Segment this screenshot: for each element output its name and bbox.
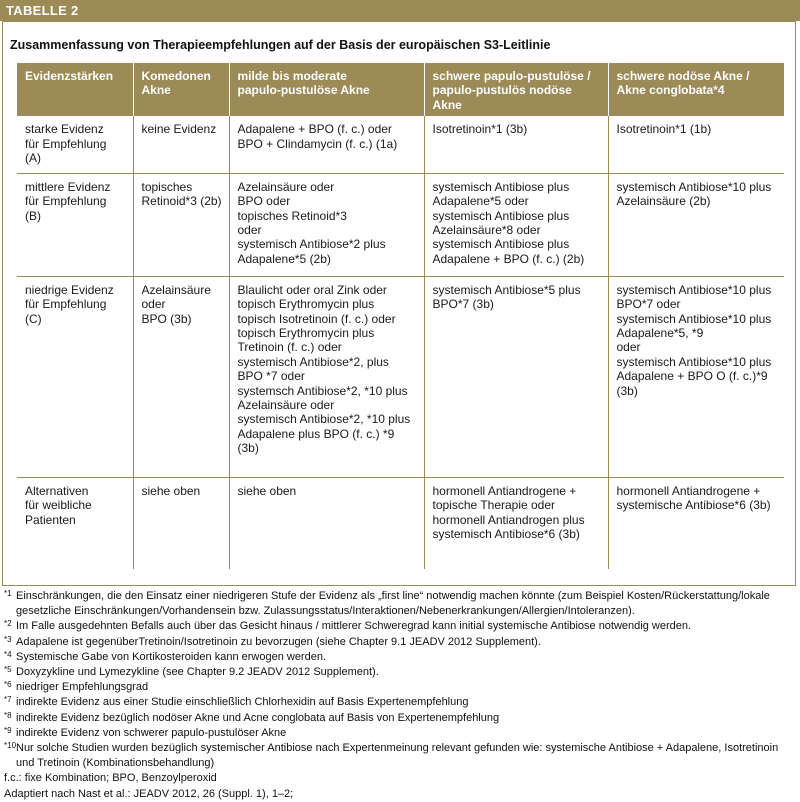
table-cell: systemisch Antibiose*10 plus Azelainsäure (2b) <box>608 173 784 276</box>
table-header-row <box>17 63 784 116</box>
footnote-text: indirekte Evidenz bezüglich nodöser Akne und Acne conglobata auf Basis von Expertenempfehlung <box>16 711 500 724</box>
footnote-text: Systemische Gabe von Kortikosteroiden kann erwogen werden. <box>16 650 327 663</box>
table-cell: starke Evidenz für Empfehlung (A) <box>17 116 133 173</box>
column-header: milde bis moderate papulo-pustulöse Akne <box>229 63 424 116</box>
footnote <box>4 741 796 771</box>
footnote <box>4 695 796 710</box>
footnote-marker: *10 <box>4 741 17 751</box>
footnote-text: Im Falle ausgedehnten Befalls auch über das Gesicht hinaus / mittlerer Schweregrad kann initial systemische Antibiose notwendig werden. <box>16 620 692 633</box>
column-header: Komedonen Akne <box>133 63 229 116</box>
footnote <box>4 635 796 650</box>
footnotes <box>4 589 796 802</box>
footnote <box>4 726 796 741</box>
table-row <box>17 173 784 276</box>
footnote-text: Doxyzykline und Lymezykline (see Chapter 9.2 JEADV 2012 Supplement). <box>16 666 379 679</box>
table-cell: siehe oben <box>229 477 424 569</box>
footnote <box>4 650 796 665</box>
table-cell: hormonell Antiandrogene + systemische Antibiose*6 (3b) <box>616 483 771 513</box>
footnote-marker: *8 <box>4 710 12 720</box>
table-cell: systemisch Antibiose*10 plus BPO*7 oder systemisch Antibiose*10 plus Adapalene*5, *9 oder systemisch Antibiose*10 plus Adapalene + BPO O (f. c.)*9 (3b) <box>608 276 784 477</box>
abbreviations-note: f.c.: fixe Kombination; BPO, Benzoylperoxid <box>4 772 217 785</box>
footnote-marker: *9 <box>4 725 12 735</box>
table-cell: Isotretinoin*1 (1b) <box>608 116 784 173</box>
table-header-band <box>0 0 800 21</box>
table-cell: Azelainsäure oder BPO (3b) <box>133 276 229 477</box>
footnote-text: Einschränkungen, die den Einsatz einer niedrigeren Stufe der Evidenz als „first line“ notwendig machen könnte (zum Beispiel Kosten/Rückerstattung/lokale gesetzliche Einschränkungen/Vorhandensein bzw. Zulassungsstatus/Interaktionen/Nebenerkrankungen/Allergien/Intoleranzen). <box>16 590 770 618</box>
footnote-text: Adapalene ist gegenüberTretinoin/Isotretinoin zu bevorzugen (siehe Chapter 9.1 JEADV 2012 Supplement). <box>16 635 541 648</box>
footnote-marker: *6 <box>4 680 12 690</box>
table-row <box>17 477 784 569</box>
footnote-text: niedriger Empfehlungsgrad <box>16 681 149 694</box>
footnote <box>4 589 796 619</box>
footnote <box>4 680 796 695</box>
table-cell: mittlere Evidenz für Empfehlung (B) <box>17 173 133 276</box>
table-cell: Blaulicht oder oral Zink oder topisch Erythromycin plus topisch Isotretinoin (f. c.) oder topisch Erythromycin plus Tretinoin (f. c.) oder systemisch Antibiose*2, plus BPO *7 oder systemsch Antibiose*2, *10 plus Azelainsäure oder systemisch Antibiose*2, *10 plus Adapalene plus BPO (f. c.) *9 (3b) <box>229 276 424 477</box>
footnote-text: Nur solche Studien wurden bezüglich systemischer Antibiose nach Expertenmeinung relevant gefunden wie: systemische Antibiose + Adapalene, Isotretinoin und Tretinoin (Kombinationsbehandlung) <box>16 742 779 770</box>
footnote-text: indirekte Evidenz aus einer Studie einschließlich Chlorhexidin auf Basis Expertenempfehlung <box>16 696 469 709</box>
column-header: schwere papulo-pustulöse / papulo-pustulös nodöse Akne <box>424 63 608 116</box>
footnote-marker: *4 <box>4 649 12 659</box>
footnote <box>4 619 796 634</box>
table-cell: systemisch Antibiose*5 plus BPO*7 (3b) <box>424 276 608 477</box>
footnote <box>4 665 796 680</box>
table-cell: topisches Retinoid*3 (2b) <box>133 173 229 276</box>
table-row <box>17 116 784 173</box>
table-caption: Zusammenfassung von Therapieempfehlungen auf der Basis der europäischen S3-Leitlinie <box>10 38 551 52</box>
recommendation-table <box>17 63 784 569</box>
table-row <box>17 276 784 477</box>
table-cell: Adapalene + BPO (f. c.) oder BPO + Clindamycin (f. c.) (1a) <box>229 116 424 173</box>
source-note: Adaptiert nach Nast et al.: JEADV 2012, 26 (Suppl. 1), 1–2; <box>4 787 294 800</box>
table-cell: keine Evidenz <box>133 116 229 173</box>
footnote-marker: *1 <box>4 589 12 598</box>
table-cell: siehe oben <box>133 477 229 569</box>
table-cell: Azelainsäure oder BPO oder topisches Retinoid*3 oder systemisch Antibiose*2 plus Adapalene*5 (2b) <box>229 173 424 276</box>
footnote-text: indirekte Evidenz von schwerer papulo-pustulöser Akne <box>16 726 287 739</box>
footnote <box>4 711 796 726</box>
footnote-marker: *3 <box>4 634 12 644</box>
footnote-marker: *7 <box>4 695 12 705</box>
column-header: schwere nodöse Akne / Akne conglobata*4 <box>608 63 784 116</box>
footnote-marker: *2 <box>4 619 12 629</box>
table-number-label: TABELLE 2 <box>6 3 79 18</box>
table-cell: Alternativen für weibliche Patienten <box>17 477 133 569</box>
table-cell: hormonell Antiandrogene + topische Therapie oder hormonell Antiandrogen plus systemisch Antibiose*6 (3b) <box>424 477 608 569</box>
table-cell: niedrige Evidenz für Empfehlung (C) <box>17 276 133 477</box>
table-cell: Isotretinoin*1 (3b) <box>424 116 608 173</box>
footnote-marker: *5 <box>4 665 12 675</box>
table-cell: systemisch Antibiose plus Adapalene*5 oder systemisch Antibiose plus Azelainsäure*8 oder systemisch Antibiose plus Adapalene + BPO (f. c.) (2b) <box>424 173 608 276</box>
column-header: Evidenzstärken <box>17 63 133 116</box>
